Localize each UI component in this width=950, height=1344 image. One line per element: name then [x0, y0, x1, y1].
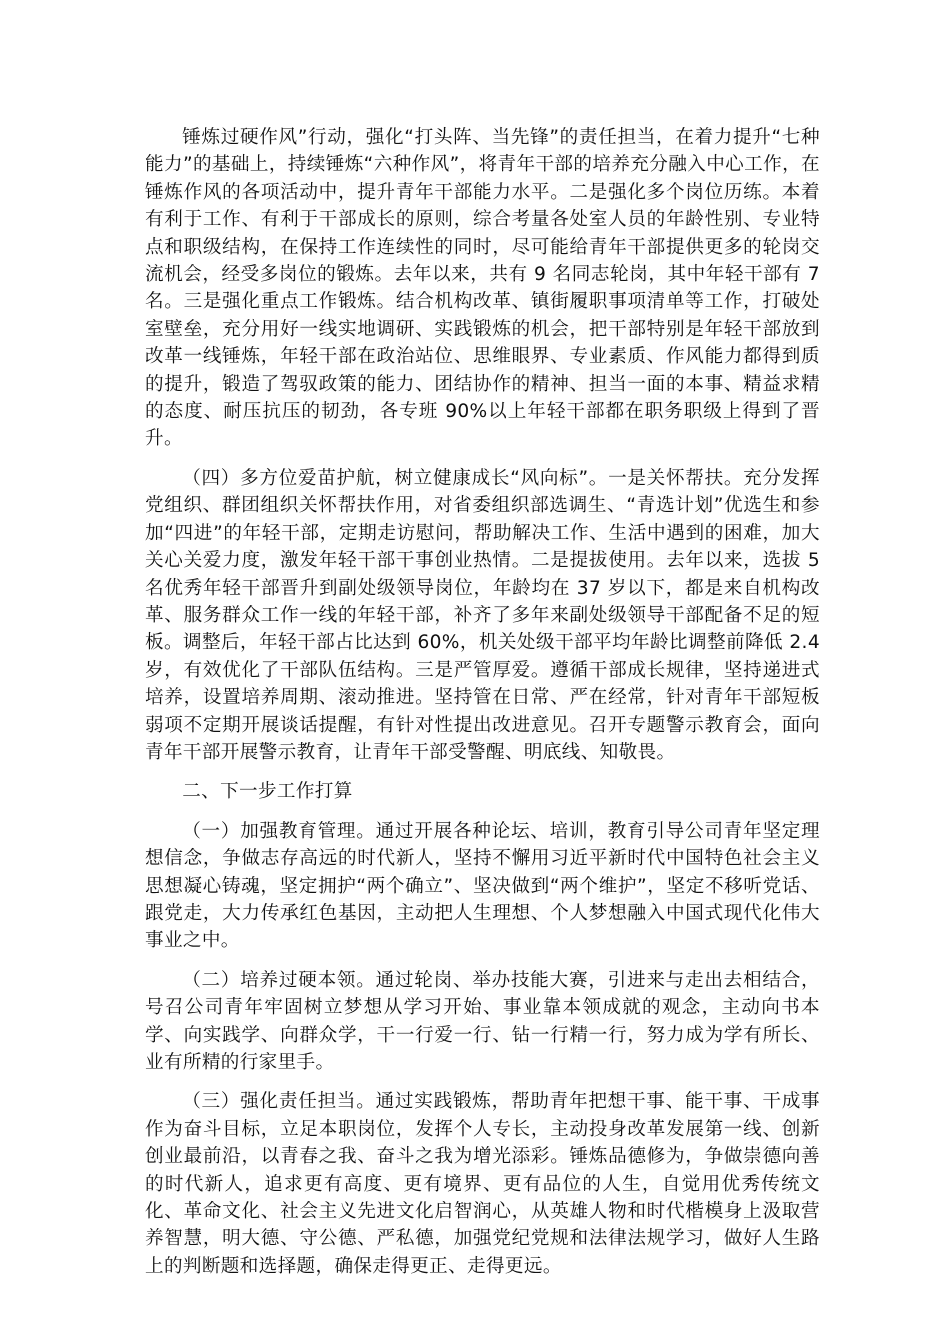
plan-paragraph-responsibility: （三）强化责任担当。通过实践锻炼，帮助青年把想干事、能干事、干成事作为奋斗目标，立足本职岗位，发挥个人专长，主动投身改革发展第一线、创新创业最前沿，以青春之我、奋斗之我为增光添彩。锤炼品德修为，争做崇德向善的时代新人，追求更有高度、更有境界、更有品位的人生，自觉用优秀传统文化、革命文化、社会主义先进文化启智润心，从英雄人物和时代楷模身上汲取营养智慧，明大德、守公德、严私德，加强党纪党规和法律法规学习，做好人生路上的判断题和选择题，确保走得更正、走得更远。 [145, 1091, 820, 1277]
body-paragraph-training: 锤炼过硬作风”行动，强化“打头阵、当先锋”的责任担当，在着力提升“七种能力”的基础上，持续锤炼“六种作风”，将青年干部的培养充分融入中心工作，在锤炼作风的各项活动中，提升青年干部能力水平。二是强化多个岗位历练。本着有利于工作、有利于干部成长的原则，综合考量各处室人员的年龄性别、专业特点和职级结构，在保持工作连续性的同时，尽可能给青年干部提供更多的轮岗交流机会，经受多岗位的锻炼。去年以来，共有 9 名同志轮岗，其中年轻干部有 7 名。三是强化重点工作锻炼。结合机构改革、镇街履职事项清单等工作，打破处室壁垒，充分用好一线实地调研、实践锻炼的机会，把干部特别是年轻干部放到改革一线锤炼，年轻干部在政治站位、思维眼界、专业素质、作风能力都得到质的提升，锻造了驾驭政策的能力、团结协作的精神、担当一面的本事、精益求精的态度、耐压抗压的韧劲，各专班 90%以上年轻干部都在职务职级上得到了晋升。 [145, 127, 820, 450]
plan-paragraph-education: （一）加强教育管理。通过开展各种论坛、培训，教育引导公司青年坚定理想信念，争做志存高远的时代新人，坚持不懈用习近平新时代中国特色社会主义思想凝心铸魂，坚定拥护“两个确立”、坚决做到“两个维护”，坚定不移听党话、跟党走，大力传承红色基因，主动把人生理想、个人梦想融入中国式现代化伟大事业之中。 [145, 820, 820, 952]
section-heading-next-steps: 二、下一步工作打算 [182, 781, 353, 803]
body-paragraph-care: （四）多方位爱苗护航，树立健康成长“风向标”。一是关怀帮扶。充分发挥党组织、群团组织关怀帮扶作用，对省委组织部选调生、“青选计划”优选生和参加“四进”的年轻干部，定期走访慰问，帮助解决工作、生活中遇到的困难，加大关心关爱力度，激发年轻干部干事创业热情。二是提拔使用。去年以来，选拔 5 名优秀年轻干部晋升到副处级领导岗位，年龄均在 37 岁以下，都是来自机构改革、服务群众工作一线的年轻干部，补齐了多年来副处级领导干部配备不足的短板。调整后，年轻干部占比达到 60%，机关处级干部平均年龄比调整前降低 2.4 岁，有效优化了干部队伍结构。三是严管厚爱。遵循干部成长规律，坚持递进式培养，设置培养周期、滚动推进。坚持管在日常、严在经常，针对青年干部短板弱项不定期开展谈话提醒，有针对性提出改进意见。召开专题警示教育会，面向青年干部开展警示教育，让青年干部受警醒、明底线、知敬畏。 [145, 467, 820, 763]
plan-paragraph-skills: （二）培养过硬本领。通过轮岗、举办技能大赛，引进来与走出去相结合，号召公司青年牢固树立梦想从学习开始、事业靠本领成就的观念，主动向书本学、向实践学、向群众学，干一行爱一行、钻一行精一行，努力成为学有所长、业有所精的行家里手。 [145, 969, 820, 1073]
